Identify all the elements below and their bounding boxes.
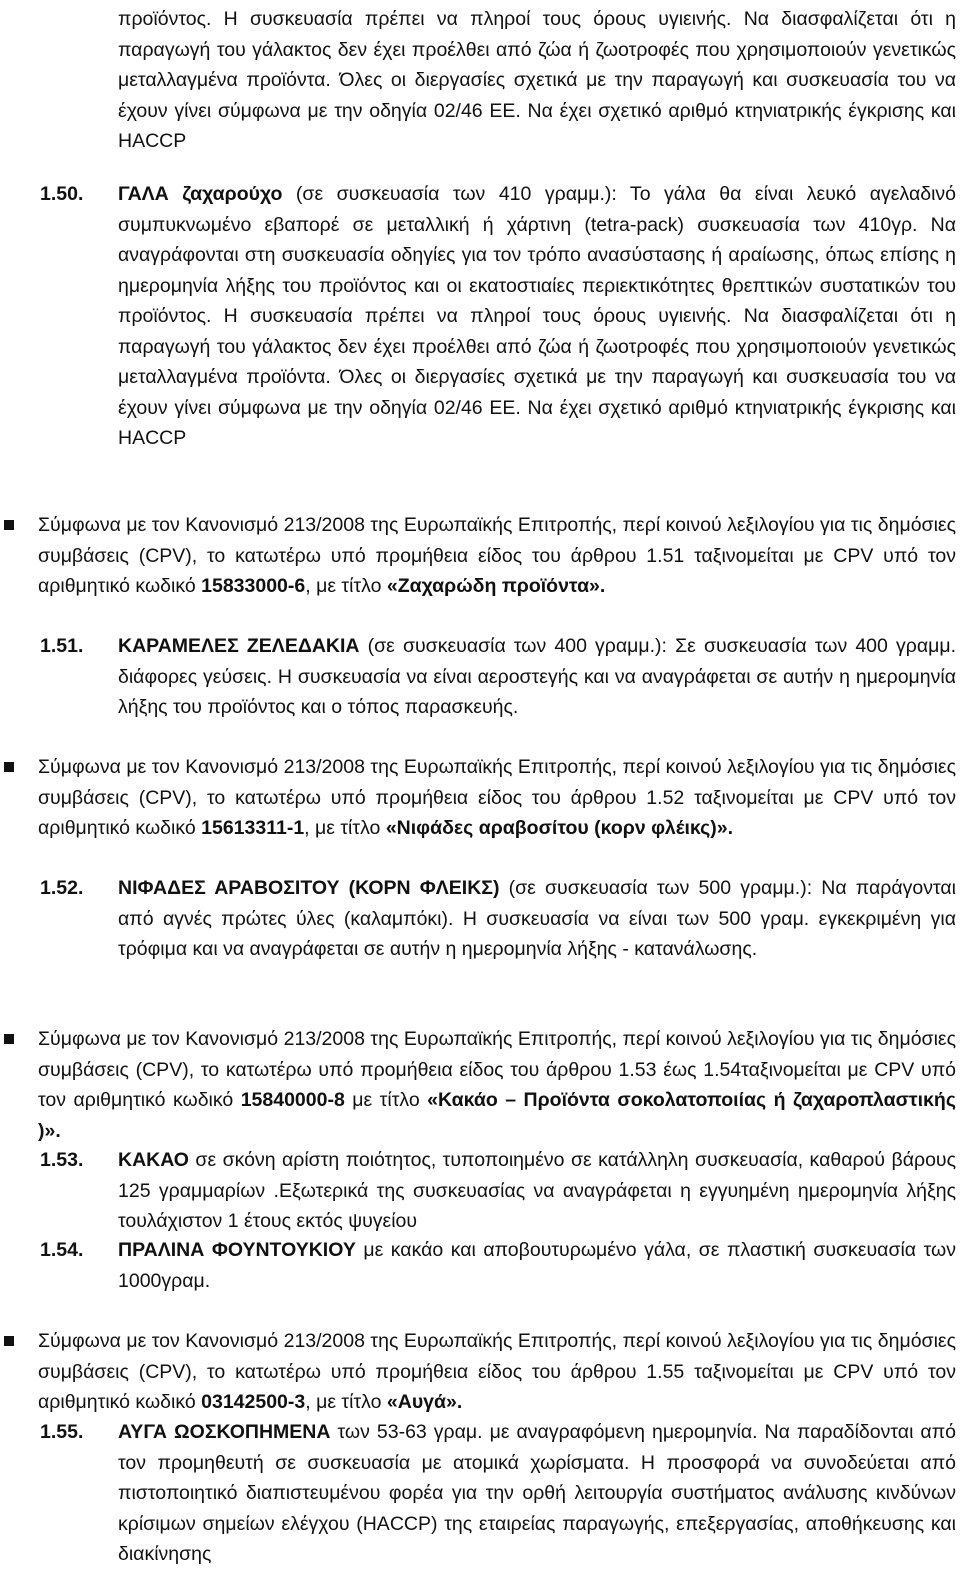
item-number: 1.55. (40, 1421, 84, 1443)
item-title: ΚΑΚΑΟ (118, 1149, 189, 1171)
item-title: ΑΥΓΑ ΩΟΣΚΟΠΗΜΕΝΑ (118, 1421, 331, 1443)
item-text: ΠΡΑΛΙΝΑ ΦΟΥΝΤΟΥΚΙΟΥ με κακάο και αποβουτυρωμένο γάλα, σε πλαστική συσκευασία των 1000γραμ. (118, 1239, 956, 1292)
bullet-text: Σύμφωνα με τον Κανονισμό 213/2008 της Ευρωπαϊκής Επιτροπής, περί κοινού λεξιλογίου για τις δημόσιες συμβάσεις (CPV), το κατωτέρω υπό προμήθεια είδος του άρθρου 1.55 ταξινομείται με CPV υπό τον αριθμητικό κωδικό 03142500-3, με τίτλο «Αυγά». (38, 1330, 956, 1413)
item-title: ΓΑΛΑ ζαχαρούχο (118, 183, 283, 205)
bullet-text: Σύμφωνα με τον Κανονισμό 213/2008 της Ευρωπαϊκής Επιτροπής, περί κοινού λεξιλογίου για τις δημόσιες συμβάσεις (CPV), το κατωτέρω υπό προμήθεια είδος του άρθρου 1.53 έως 1.54ταξινομείται με CPV υπό τον αριθμητικό κωδικό 15840000-8 με τίτλο «Κακάο – Προϊόντα σοκολατοποιίας ή ζαχαροπλαστικής )». (38, 1028, 956, 1142)
bullet-square-icon (4, 520, 14, 530)
item-title: ΠΡΑΛΙΝΑ ΦΟΥΝΤΟΥΚΙΟΥ (118, 1239, 356, 1261)
item-number: 1.53. (40, 1149, 84, 1171)
item-number: 1.54. (40, 1239, 84, 1261)
cpv-title: «Κακάο – Προϊόντα σοκολατοποιίας ή ζαχαροπλαστικής )». (38, 1089, 956, 1142)
bullet-square-icon (4, 762, 14, 772)
bullet-square-icon (4, 1336, 14, 1346)
cpv-title: «Νιφάδες αραβοσίτου (κορν φλέικς)». (385, 817, 734, 839)
bullet-text: Σύμφωνα με τον Κανονισμό 213/2008 της Ευρωπαϊκής Επιτροπής, περί κοινού λεξιλογίου για τις δημόσιες συμβάσεις (CPV), το κατωτέρω υπό προμήθεια είδος του άρθρου 1.51 ταξινομείται με CPV υπό τον αριθμητικό κωδικό 15833000-6, με τίτλο «Ζαχαρώδη προϊόντα». (38, 514, 956, 597)
cpv-code: 15840000-8 (240, 1089, 345, 1111)
bullet-text: Σύμφωνα με τον Κανονισμό 213/2008 της Ευρωπαϊκής Επιτροπής, περί κοινού λεξιλογίου για τις δημόσιες συμβάσεις (CPV), το κατωτέρω υπό προμήθεια είδος του άρθρου 1.52 ταξινομείται με CPV υπό τον αριθμητικό κωδικό 15613311-1, με τίτλο «Νιφάδες αραβοσίτου (κορν φλέικς)». (38, 756, 956, 839)
item-text: ΝΙΦΑΔΕΣ ΑΡΑΒΟΣΙΤΟΥ (ΚΟΡΝ ΦΛΕΙΚΣ) (σε συσκευασία των 500 γραμμ.): Να παράγονται από αγνές πρώτες ύλες (καλαμπόκι). Η συσκευασία να είναι των 500 γραμ. εγκεκριμένη για τρόφιμα και να αναγράφεται σε αυτήν η ημερομηνία λήξης - κατανάλωσης. (118, 877, 956, 960)
cpv-title: «Αυγά». (386, 1391, 463, 1413)
item-text: ΑΥΓΑ ΩΟΣΚΟΠΗΜΕΝΑ των 53-63 γραμ. με αναγραφόμενη ημερομηνία. Να παραδίδονται από τον προμηθευτή σε συσκευασία με ατομικά χωρίσματα. Η προσφορά να συνοδεύεται από πιστοποιητικό διαπιστευμένου φορέα για την ορθή λειτουργία συστήματος ανάλυσης κινδύνων κρίσιμων σημείων ελέγχου (HACCP) της εταιρείας παραγωγής, επεξεργασίας, αποθήκευσης και διακίνησης (118, 1421, 957, 1565)
cpv-code: 15613311-1 (201, 817, 305, 839)
item-text: ΚΑΚΑΟ σε σκόνη αρίστη ποιότητος, τυποποιημένο σε κατάλληλη συσκευασία, καθαρού βάρους 125 γραμμαρίων .Εξωτερικά της συσκευασίας να αναγράφεται η εγγυημένη ημερομηνία λήξης τουλάχιστον 1 έτους εκτός ψυγείου (118, 1149, 956, 1232)
cpv-code: 15833000-6 (201, 575, 306, 597)
intro-paragraph: προϊόντος. Η συσκευασία πρέπει να πληροί τους όρους υγιεινής. Να διασφαλίζεται ότι η παραγωγή του γάλακτος δεν έχει προέλθει από ζώα ή ζωοτροφές που χρησιμοποιούν γενετικώς μεταλλαγμένα προϊόντα. Όλες οι διεργασίες σχετικά με την παραγωγή και συσκευασία του να έχουν γίνει σύμφωνα με την οδηγία 02/46 ΕΕ. Να έχει σχετικό αριθμό κτηνιατρικής έγκρισης και HACCP (118, 8, 956, 152)
item-number: 1.50. (40, 183, 84, 205)
item-title: ΚΑΡΑΜΕΛΕΣ ΖΕΛΕΔΑΚΙΑ (118, 635, 360, 657)
bullet-square-icon (4, 1034, 14, 1044)
cpv-code: 03142500-3 (201, 1391, 306, 1413)
item-title: ΝΙΦΑΔΕΣ ΑΡΑΒΟΣΙΤΟΥ (ΚΟΡΝ ΦΛΕΙΚΣ) (118, 877, 500, 899)
item-text: ΓΑΛΑ ζαχαρούχο (σε συσκευασία των 410 γραμμ.): Το γάλα θα είναι λευκό αγελαδινό συμπυκνωμένο εβαπορέ σε μεταλλική ή χάρτινη (tetra-pack) συσκευασία των 410γρ. Να αναγράφονται στη συσκευασία οδηγίες για τον τρόπο ανασύστασης ή αραίωσης, όπως επίσης η ημερομηνία λήξης του προϊόντος και οι εκατοστιαίες περιεκτικότητες θρεπτικών συστατικών του προϊόντος. Η συσκευασία πρέπει να πληροί τους όρους υγιεινής. Να διασφαλίζεται ότι η παραγωγή του γάλακτος δεν έχει προέλθει από ζώα ή ζωοτροφές που χρησιμοποιούν γενετικώς μεταλλαγμένα προϊόντα. Όλες οι διεργασίες σχετικά με την παραγωγή και συσκευασία του να έχουν γίνει σύμφωνα με την οδηγία 02/46 ΕΕ. Να έχει σχετικό αριθμό κτηνιατρικής έγκρισης και HACCP (118, 183, 956, 449)
item-text: ΚΑΡΑΜΕΛΕΣ ΖΕΛΕΔΑΚΙΑ (σε συσκευασία των 400 γραμμ.): Σε συσκευασία των 400 γραμμ. διάφορες γεύσεις. Η συσκευασία να είναι αεροστεγής και να αναγράφεται σε αυτήν η ημερομηνία λήξης του προϊόντος και ο τόπος παρασκευής. (118, 635, 956, 718)
item-number: 1.51. (40, 635, 84, 657)
item-number: 1.52. (40, 877, 84, 899)
cpv-title: «Ζαχαρώδη προϊόντα». (386, 575, 606, 597)
